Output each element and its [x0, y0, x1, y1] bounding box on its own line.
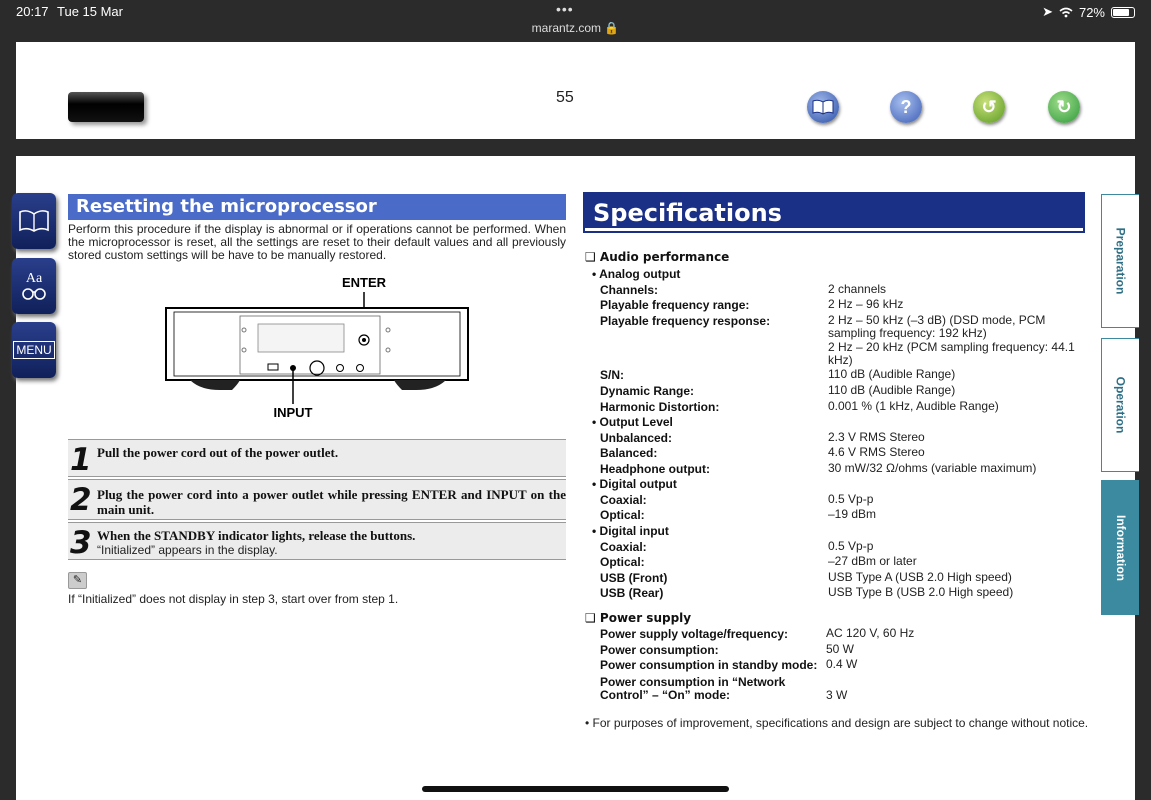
index-tab[interactable] [12, 258, 56, 314]
location-icon: ➤ [1042, 4, 1053, 19]
spec-row: Coaxial: 0.5 Vp-p [600, 492, 874, 507]
help-icon[interactable]: ? [890, 91, 922, 123]
steps-list [68, 439, 566, 562]
status-icons [1042, 4, 1135, 20]
page-number: 55 [556, 89, 574, 106]
input-label: INPUT [273, 405, 313, 420]
spec-row: S/N: 110 dB (Audible Range) [600, 367, 956, 382]
step-3 [68, 522, 566, 560]
header-page [16, 42, 1135, 139]
spec-row: Unbalanced: 2.3 V RMS Stereo [600, 430, 925, 445]
manual-book-icon[interactable] [807, 91, 839, 123]
spec-row: Headphone output: 30 mW/32 Ω/ohms (variable maximum) [600, 461, 1037, 476]
spec-row: USB (Rear) USB Type B (USB 2.0 High speed) [600, 585, 1014, 600]
spec-row: Coaxial: 0.5 Vp-p [600, 539, 874, 554]
reset-note: If “Initialized” does not display in step 3, start over from step 1. [68, 592, 399, 606]
clock: 20:17 [16, 4, 49, 19]
battery-fill [1113, 9, 1129, 16]
step-2 [68, 479, 566, 520]
contents-tab[interactable] [12, 193, 56, 249]
spec-row: Power supply voltage/frequency: AC 120 V, 60 Hz [600, 626, 915, 641]
spec-row: 2 Hz – 20 kHz (PCM sampling frequency: 44.1 kHz) [828, 340, 1075, 367]
spec-row: Harmonic Distortion: 0.001 % (1 kHz, Audible Range) [600, 399, 999, 414]
battery-icon [1111, 7, 1135, 18]
battery-percent: 72% [1078, 4, 1105, 20]
status-bar [0, 0, 1151, 42]
spec-row: Optical: –19 dBm [600, 507, 877, 522]
spec-row: Dynamic Range: 110 dB (Audible Range) [600, 383, 956, 398]
audio-performance-heading: ❑ Audio performance [585, 250, 730, 264]
step-1 [68, 439, 566, 477]
tab-information[interactable]: Information [1101, 480, 1139, 615]
step-text: Pull the power cord out of the power outlet. [97, 445, 339, 460]
power-supply-heading: ❑ Power supply [585, 611, 692, 625]
wifi-icon [1059, 7, 1073, 18]
step-subtext: “Initialized” appears in the display. [97, 543, 278, 557]
spec-row: Power consumption in “Network Control” – “On” mode: 3 W [600, 675, 848, 702]
spec-row: Power consumption: 50 W [600, 642, 855, 657]
step-text: When the STANDBY indicator lights, release the buttons. [97, 528, 416, 543]
reset-title: Resetting the microprocessor [68, 194, 566, 220]
header-black-button[interactable] [68, 92, 144, 122]
enter-label: ENTER [341, 275, 387, 290]
specifications-title: Specifications [585, 194, 1083, 231]
output-level-heading: • Output Level [592, 415, 673, 429]
step-number: 1 [70, 442, 92, 478]
menu-tab[interactable] [12, 322, 56, 378]
spec-row: Optical: –27 dBm or later [600, 554, 917, 569]
open-book-icon [18, 208, 50, 234]
binoculars-icon [21, 286, 47, 300]
reset-intro: Perform this procedure if the display is abnormal or if operations cannot be performed. When the microprocessor is reset, all the settings are reset to their default values and all previously stored custom settings will be have to be manually restored. [68, 222, 566, 262]
back-icon[interactable]: ↺ [973, 91, 1005, 123]
home-indicator[interactable] [422, 786, 729, 792]
step-number: 3 [70, 525, 92, 561]
book-icon [812, 99, 834, 115]
spec-row: Power consumption in standby mode: 0.4 W [600, 657, 858, 672]
multitasking-dots[interactable]: ••• [556, 1, 574, 17]
forward-icon[interactable]: ↻ [1048, 91, 1080, 123]
menu-label: MENU [13, 341, 54, 359]
date: Tue 15 Mar [57, 4, 123, 19]
step-number: 2 [70, 482, 92, 518]
url-label[interactable]: marantz.com 🔒 [531, 21, 620, 35]
spec-row: USB (Front) USB Type A (USB 2.0 High speed) [600, 570, 1012, 585]
spec-row: Playable frequency response: 2 Hz – 50 kHz (–3 dB) (DSD mode, PCM sampling frequency: 192 kHz) [600, 313, 1046, 340]
tab-operation[interactable]: Operation [1101, 338, 1139, 472]
step-text: Plug the power cord into a power outlet while pressing ENTER and INPUT on the main unit. [97, 487, 566, 517]
device-diagram [160, 272, 480, 422]
analog-output-heading: • Analog output [592, 267, 681, 281]
spec-row: Playable frequency range: 2 Hz – 96 kHz [600, 297, 904, 312]
aa-label: Aa [25, 271, 43, 286]
digital-input-heading: • Digital input [592, 524, 669, 538]
spec-row: Balanced: 4.6 V RMS Stereo [600, 445, 925, 460]
tab-preparation[interactable]: Preparation [1101, 194, 1139, 328]
improvement-notice: • For purposes of improvement, specifications and design are subject to change without notice. [585, 716, 1089, 730]
digital-output-heading: • Digital output [592, 477, 677, 491]
specs-list [585, 250, 1105, 702]
spec-row: Channels: 2 channels [600, 282, 887, 297]
pencil-note-icon: ✎ [68, 572, 87, 589]
